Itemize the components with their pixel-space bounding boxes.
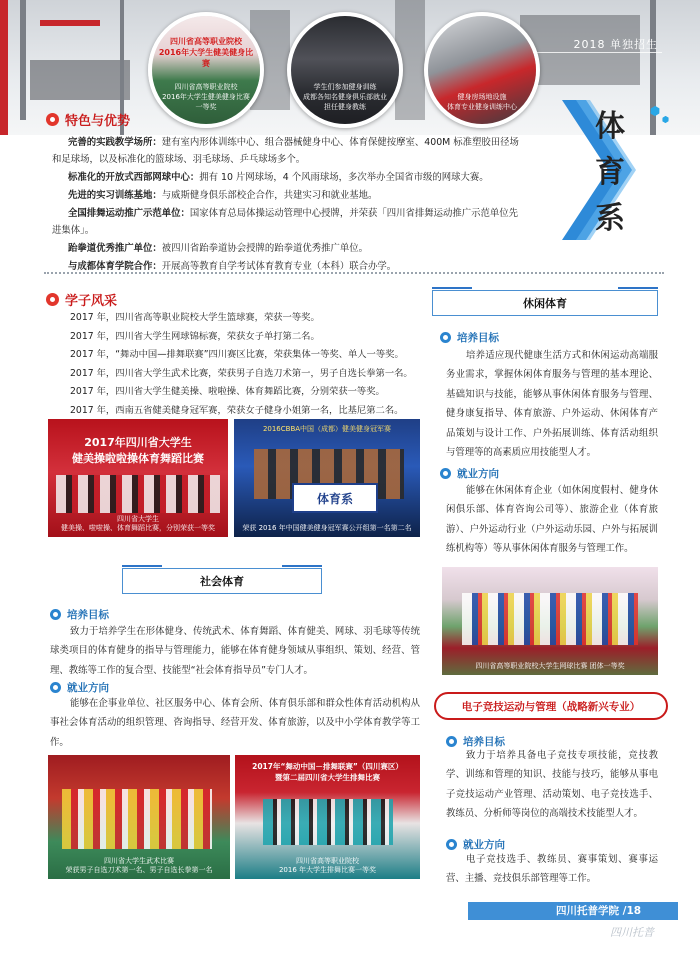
circle-title: 四川省高等职业院校 2016年大学生健美健身比赛 (158, 37, 254, 68)
divider (44, 272, 664, 274)
esports-goal-text: 致力于培养具备电子竞技专项技能，竞技教学、训练和管理的知识、技能与技巧，能够从事电子竞技运动产业管理、活动策划、电子竞技选手、教练员、分析师等岗位的高端技术技能型人才。 (446, 750, 658, 820)
gear-icon (440, 468, 451, 479)
features-list (52, 134, 522, 276)
title-char: 系 (595, 201, 625, 236)
photo-caption: 四川省大学生武术比赛 荣获男子自选刀术第一名、男子自选长拳第一名 (65, 857, 213, 874)
gear-icon (440, 332, 451, 343)
social-career-heading (50, 680, 109, 695)
header-year: 2018 单独招生 (573, 38, 658, 51)
feature-label: 标准化的开放式西部网球中心： (68, 172, 200, 183)
header-photo-3 (424, 12, 540, 128)
header-photo-2 (287, 12, 403, 128)
honors-list (70, 309, 430, 421)
tennis-team-photo (442, 567, 658, 675)
gym-column (20, 0, 26, 120)
team-members (462, 593, 638, 645)
photo-caption: 四川省大学生 健美操、啦啦操、体育舞蹈比赛，分别荣获一等奖 (61, 515, 215, 532)
feature-text: 国家体育总局体操运动管理中心授牌，并荣获「四川省排舞运动推广示范单位先进集体」。 (52, 208, 519, 236)
gear-icon (50, 609, 61, 620)
gear-icon (46, 113, 59, 126)
career-title: 就业方向 (463, 839, 505, 851)
team-flag: 体育系 (292, 483, 378, 513)
goal-title: 培养目标 (463, 736, 505, 748)
performers (62, 789, 212, 849)
goal-title: 培养目标 (457, 332, 499, 344)
feature-label: 全国排舞运动推广示范单位： (68, 208, 190, 219)
honor-item: 2017 年，西南五省健美健身冠军赛，荣获女子健身小姐第一名，比基尼第二名。 (70, 404, 404, 416)
social-goal-heading (50, 607, 109, 622)
leisure-sports-header: 休闲体育 (432, 290, 658, 316)
gear-icon (50, 682, 61, 693)
feature-label: 先进的实习训练基地： (68, 190, 162, 201)
feature-item (52, 169, 522, 186)
circle-caption: 学生们参加健身训练 成都各知名健身俱乐部就业 担任健身教练 (303, 83, 387, 111)
photo-caption: 四川省高等职业院校 2016 年大学生排舞比赛一等奖 (278, 857, 377, 874)
esports-career-text: 电子竞技选手、教练员、赛事策划、赛事运营、主播、竞技俱乐部管理等工作。 (446, 854, 658, 885)
honor-item: 2017 年，四川省大学生武术比赛，荣获男子自选刀术第一，男子自选长拳第一名。 (70, 367, 413, 379)
feature-label: 跆拳道优秀推广单位： (68, 243, 162, 254)
circle-caption: 健身房场地设施 体育专业健身训练中心 (447, 93, 517, 111)
feature-item (52, 187, 522, 204)
title-char: 育 (595, 155, 625, 190)
signature: 四川托普 (610, 926, 654, 939)
career-title: 就业方向 (457, 468, 499, 480)
gear-icon (46, 293, 59, 306)
bodybuilding-photo (234, 419, 420, 537)
leisure-goal-heading (440, 330, 499, 345)
photo-banner-text: 2017年“舞动中国－排舞联赛”（四川赛区） 暨第二届四川省大学生排舞比赛 (252, 762, 403, 782)
feature-text: 与威斯健身俱乐部校企合作，共建实习和就业基地。 (161, 190, 378, 201)
photo-banner-text: 2017年四川省大学生 健美操啦啦操体育舞蹈比赛 (72, 436, 204, 465)
feature-text: 建有室内形体训练中心、组合器械健身中心、体育保健按摩室、400M 标准塑胶田径场和足球场，以及标准化的篮球场、羽毛球场、乒乓球场多个。 (52, 137, 519, 165)
photo-caption: 荣获 2016 年中国健美健身冠军赛公开组第一名第二名 (242, 524, 412, 532)
photo-caption: 四川省高等职业院校大学生网球比赛 团体一等奖 (475, 662, 625, 670)
gym-machine (30, 60, 130, 100)
feature-text: 被四川省跆拳道协会授牌的跆拳道优秀推广单位。 (161, 243, 369, 254)
goal-title: 培养目标 (67, 609, 109, 621)
leisure-career-heading (440, 466, 499, 481)
gym-column (0, 0, 8, 135)
page-number: 四川托普学院 /18 (556, 905, 642, 917)
feature-item (52, 134, 522, 168)
features-title: 特色与优势 (65, 114, 131, 129)
feature-item (52, 205, 522, 239)
circle-caption: 四川省高等职业院校 2016年大学生健美健身比赛 一等奖 (162, 83, 250, 111)
gear-icon (446, 839, 457, 850)
honors-heading (46, 290, 117, 309)
feature-text: 拥有 10 片网球场，4 个风雨球场，多次举办全国省市级的网球大赛。 (199, 172, 489, 183)
features-heading (46, 110, 130, 129)
feature-label: 完善的实践教学场所： (68, 137, 162, 148)
gym-beam (40, 20, 100, 26)
photo-banner-text: 2016CBBA中国（成都）健美健身冠军赛 (262, 425, 392, 433)
honor-item: 2017 年，四川省大学生健美操、啦啦操、体育舞蹈比赛，分别荣获一等奖。 (70, 386, 385, 398)
honor-item: 2017 年，四川省大学生网球锦标赛，荣获女子单打第二名。 (70, 330, 320, 342)
social-sports-header: 社会体育 (122, 568, 322, 594)
leisure-goal-text: 培养适应现代健康生活方式和休闲运动高端服务业需求，掌握休闲体育服务与管理的基本理论、基础知识与技能，能够从事休闲体育服务与管理、健身康复指导、体育旅游、户外运动、休闲体育产品策划与设计工作、户外拓展训练、体育活动组织与管理等的高素质应用技能型人才。 (446, 350, 658, 459)
cheer-team-photo (48, 419, 228, 537)
honor-item: 2017 年，“舞动中国—排舞联赛”四川赛区比赛，荣获集体一等奖、单人一等奖。 (70, 349, 404, 361)
career-title: 就业方向 (67, 682, 109, 694)
honors-title: 学子风采 (65, 294, 118, 309)
department-title (586, 104, 634, 242)
header-photo-1 (148, 12, 264, 128)
feature-item (52, 240, 522, 257)
esports-header: 电子竞技运动与管理（战略新兴专业） (434, 692, 668, 720)
social-career-text: 能够在企事业单位、社区服务中心、体育会所、体育俱乐部和群众性体育活动机构从事社会体育活动的组织管理、咨询指导、经营开发、体育旅游，以及中小学体育教学等工作。 (50, 698, 420, 748)
feature-text: 开展高等教育自学考试体育教育专业（本科）联合办学。 (161, 261, 397, 272)
line-dance-photo (235, 755, 420, 879)
honor-item: 2017 年，四川省高等职业院校大学生篮球赛，荣获一等奖。 (70, 312, 320, 323)
feature-label: 与成都体育学院合作： (68, 261, 162, 272)
dancers (263, 799, 393, 845)
team-members (56, 475, 220, 513)
social-goal-text: 致力于培养学生在形体健身、传统武术、体育舞蹈、体育健美、网球、羽毛球等传统球类项目的体育健身的指导与管理能力，能够在体育健身领域从事组织、策划、经营、管理、教练等工作的复合型、技能型“社会体育指导员”专门人才。 (50, 626, 420, 676)
martial-arts-photo (48, 755, 230, 879)
title-char: 体 (595, 109, 625, 144)
leisure-career-text: 能够在休闲体育企业（如休闲度假村、健身休闲俱乐部、体育咨询公司等）、旅游企业（体育旅游）、户外运动行业（户外运动乐园、户外与拓展训练机构等）等从事休闲体育服务与管理工作。 (446, 485, 658, 555)
